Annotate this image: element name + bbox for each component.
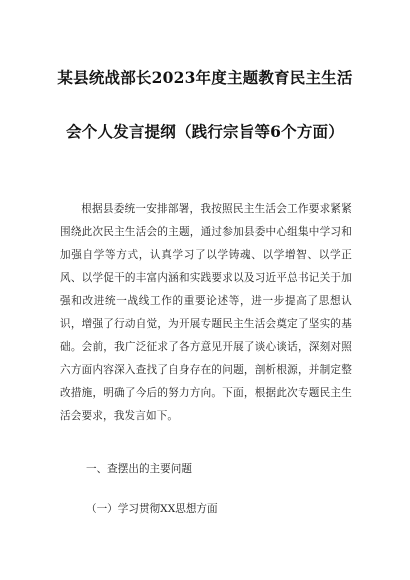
- section-heading: 一、查摆出的主要问题: [86, 463, 192, 475]
- subsection-heading: （一）学习贯彻XX思想方面: [86, 503, 218, 515]
- intro-paragraph: 根据县委统一安排部署，我按照民主生活会工作要求紧紧围绕此次民主生活会的主题，通过参加县委中心组集中学习和加强自学等方式，认真学习了以学铸魂、以学增智、以学正风、以学促干的丰富内涵和实践要求以及习近平总书记关于加强和改进统一战线工作的重要论述等，进一步提高了思想认识，增强了行动自觉，为开展专题民主生活会奠定了坚实的基础。会前，我广泛征求了各方意见开展了谈心谈话，深刻对照六方面内容深入查找了自身存在的问题，剖析根源，并制定整改措施，明确了今后的努力方向。下面，根据此次专题民主生活会要求，我发言如下。: [60, 203, 352, 422]
- document-title-line-2: 会个人发言提纲（践行宗旨等6个方面）: [66, 122, 344, 141]
- document-title-line-1: 某县统战部长2023年度主题教育民主生活: [57, 68, 353, 87]
- document-body: [60, 198, 352, 428]
